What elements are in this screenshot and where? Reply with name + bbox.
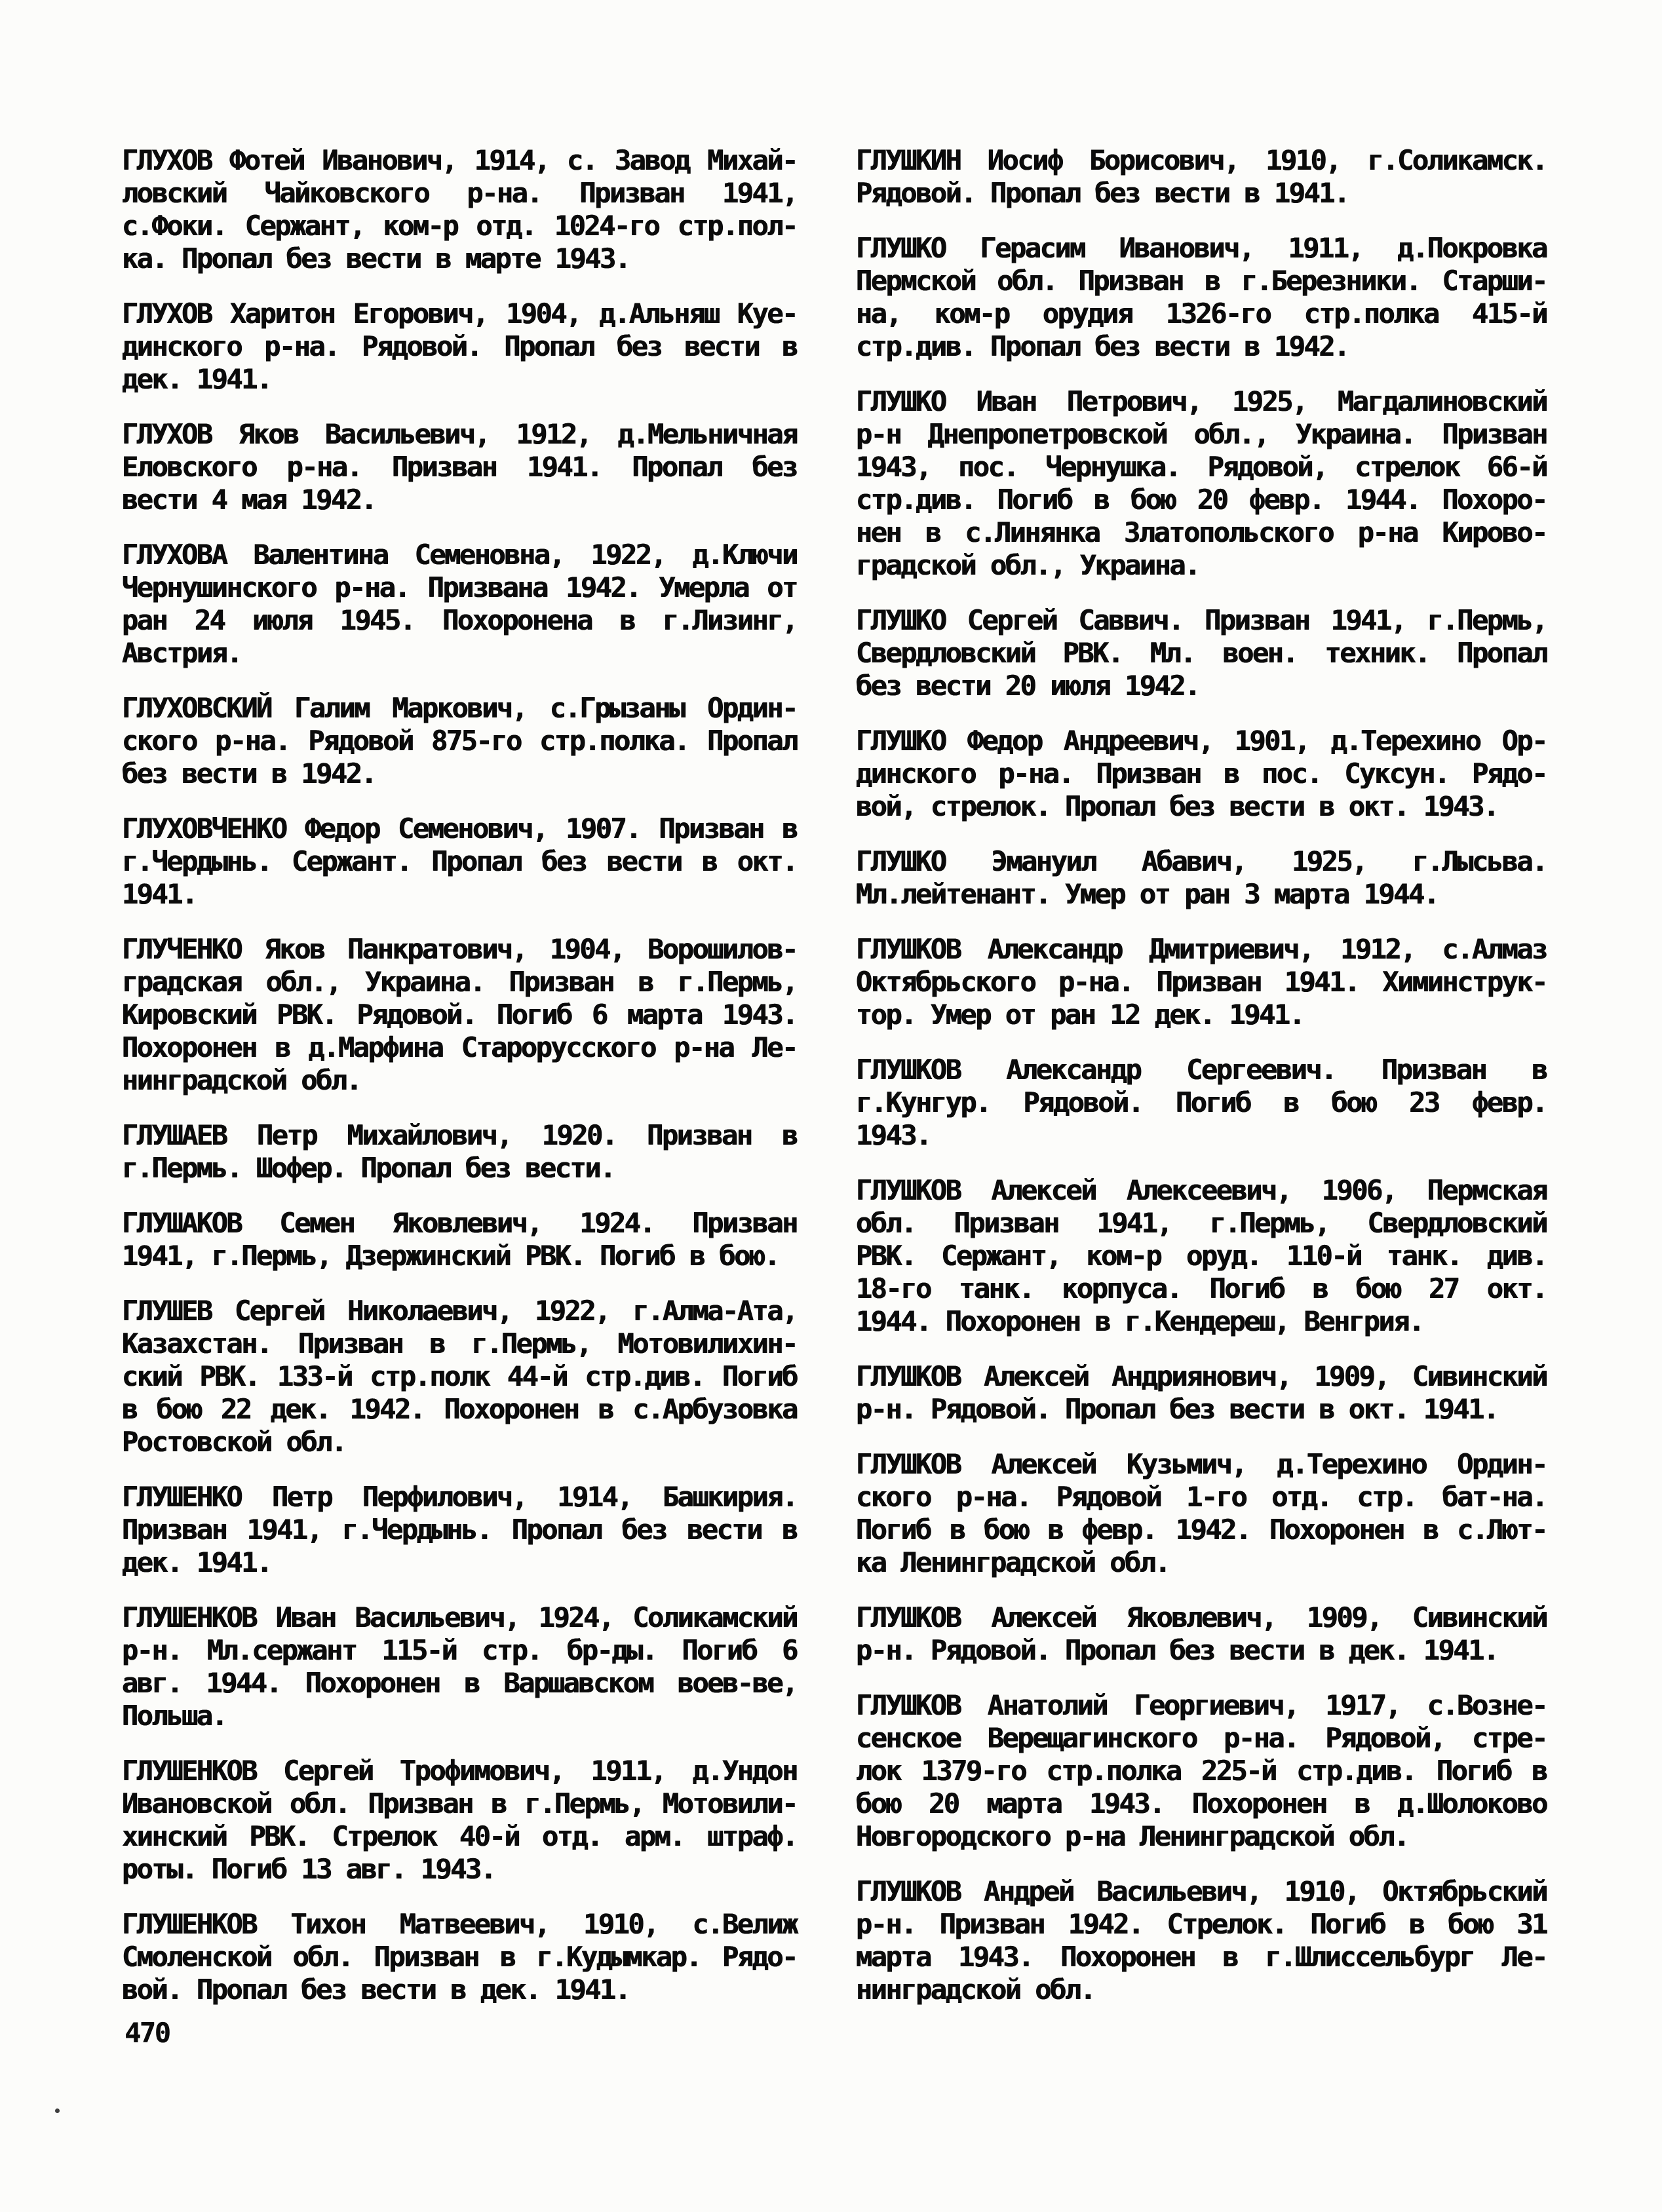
entry-line: ГЛУШКОВ Анатолий Георгиевич, 1917, с.Возне- xyxy=(856,1689,1547,1721)
entry-line: Октябрьского р-на. Призван 1941. Химинструк- xyxy=(856,966,1547,998)
memorial-entry xyxy=(856,725,1547,823)
entry-line: без вести в 1942. xyxy=(122,757,376,790)
entry-line: ского р-на. Рядовой 875-го стр.полка. Пропал xyxy=(122,725,797,757)
entry-line: стр.див. Пропал без вести в 1942. xyxy=(856,330,1349,362)
memorial-entry xyxy=(122,692,797,790)
memorial-entry xyxy=(856,1875,1547,2006)
entry-line: Казахстан. Призван в г.Пермь, Мотовилихин- xyxy=(122,1327,797,1360)
entry-line: ГЛУХОВСКИЙ Галим Маркович, с.Грызаны Ордин- xyxy=(122,692,797,724)
entry-line: сенское Верещагинского р-на. Рядовой, стре- xyxy=(856,1722,1547,1754)
entry-line: р-н. Призван 1942. Стрелок. Погиб в бою 31 xyxy=(856,1908,1547,1940)
entry-line: ГЛУХОВА Валентина Семеновна, 1922, д.Ключи xyxy=(122,539,797,571)
entry-line: ГЛУХОВ Яков Васильевич, 1912, д.Мельничная xyxy=(122,418,797,450)
entry-line: марта 1943. Похоронен в г.Шлиссельбург Ле- xyxy=(856,1941,1547,1973)
entry-line: с.Фоки. Сержант, ком-р отд. 1024-го стр.пол- xyxy=(122,210,797,242)
memorial-entry xyxy=(122,1481,797,1579)
memorial-entry xyxy=(122,1119,797,1185)
entry-line: лок 1379-го стр.полка 225-й стр.див. Погиб в xyxy=(856,1755,1547,1787)
entry-line: ГЛУШЕНКОВ Иван Васильевич, 1924, Соликамский xyxy=(122,1601,797,1633)
memorial-entry xyxy=(856,1174,1547,1338)
entry-line: обл. Призван 1941, г.Пермь, Свердловский xyxy=(856,1207,1547,1239)
memorial-entry xyxy=(856,144,1547,210)
entry-line: стр.див. Погиб в бою 20 февр. 1944. Похоро- xyxy=(856,484,1547,516)
memorial-entry xyxy=(856,1689,1547,1853)
entry-line: г.Кунгур. Рядовой. Погиб в бою 23 февр. xyxy=(856,1086,1547,1118)
memorial-entry xyxy=(122,1295,797,1459)
entry-line: Австрия. xyxy=(122,637,242,669)
entry-line: Чернушинского р-на. Призвана 1942. Умерла от xyxy=(122,571,797,603)
scan-speck xyxy=(55,2108,60,2113)
entry-line: ГЛУШКО Федор Андреевич, 1901, д.Терехино Ор- xyxy=(856,725,1547,757)
entry-line: Погиб в бою в февр. 1942. Похоронен в с.Лют- xyxy=(856,1514,1547,1546)
entry-line: Мл.лейтенант. Умер от ран 3 марта 1944. xyxy=(856,878,1439,910)
entry-line: ГЛУШКО Эмануил Абавич, 1925, г.Лысьва. xyxy=(856,845,1547,877)
entry-line: г.Чердынь. Сержант. Пропал без вести в окт. xyxy=(122,845,797,877)
entry-line: ГЛУШЕНКОВ Тихон Матвеевич, 1910, с.Велиж xyxy=(122,1908,797,1940)
entry-line: ГЛУШЕНКОВ Сергей Трофимович, 1911, д.Ундон xyxy=(122,1755,797,1787)
entry-line: роты. Погиб 13 авг. 1943. xyxy=(122,1853,495,1885)
memorial-entry xyxy=(122,539,797,670)
entry-line: ГЛУХОВ Харитон Егорович, 1904, д.Альняш Куе- xyxy=(122,297,797,330)
entry-line: р-н. Мл.сержант 115-й стр. бр-ды. Погиб 6 xyxy=(122,1634,797,1666)
entry-line: ловский Чайковского р-на. Призван 1941, xyxy=(122,177,797,209)
memorial-entry xyxy=(856,1054,1547,1152)
entry-line: 1941. xyxy=(122,878,197,910)
entry-line: вой, стрелок. Пропал без вести в окт. 1943. xyxy=(856,790,1498,822)
memorial-entry xyxy=(856,845,1547,911)
entry-line: ГЛУШКИН Иосиф Борисович, 1910, г.Соликамск. xyxy=(856,144,1547,176)
memorial-entry xyxy=(856,604,1547,702)
memorial-entry xyxy=(122,1755,797,1886)
entry-line: ГЛУШКОВ Александр Сергеевич. Призван в xyxy=(856,1054,1547,1086)
entry-line: 18-го танк. корпуса. Погиб в бою 27 окт. xyxy=(856,1272,1547,1305)
entry-line: вести 4 мая 1942. xyxy=(122,484,376,516)
entry-line: динского р-на. Призван в пос. Суксун. Рядо- xyxy=(856,757,1547,790)
entry-line: Смоленской обл. Призван в г.Кудымкар. Рядо- xyxy=(122,1941,797,1973)
entry-line: Призван 1941, г.Чердынь. Пропал без вести в xyxy=(122,1514,797,1546)
entry-line: ского р-на. Рядовой 1-го отд. стр. бат-на. xyxy=(856,1481,1547,1513)
entry-line: г.Пермь. Шофер. Пропал без вести. xyxy=(122,1152,615,1184)
entry-line: тор. Умер от ран 12 дек. 1941. xyxy=(856,999,1304,1031)
entry-line: Рядовой. Пропал без вести в 1941. xyxy=(856,177,1349,209)
memorial-entry xyxy=(122,1601,797,1732)
entry-line: Польша. xyxy=(122,1700,227,1732)
memorial-entry xyxy=(122,1207,797,1272)
memorial-entry xyxy=(856,232,1547,363)
entry-line: р-н. Рядовой. Пропал без вести в дек. 1941. xyxy=(856,1634,1498,1666)
memorial-entry xyxy=(122,297,797,396)
right-text-column xyxy=(856,144,1547,2029)
memorial-entry xyxy=(856,385,1547,582)
entry-line: ГЛУШКО Иван Петрович, 1925, Магдалиновский xyxy=(856,385,1547,417)
entry-line: градская обл., Украина. Призван в г.Пермь, xyxy=(122,966,797,998)
entry-line: ГЛУШКОВ Алексей Кузьмич, д.Терехино Ордин- xyxy=(856,1448,1547,1480)
entry-line: градской обл., Украина. xyxy=(856,549,1200,581)
entry-line: ГЛУШКО Герасим Иванович, 1911, д.Покровка xyxy=(856,232,1547,264)
entry-line: на, ком-р орудия 1326-го стр.полка 415-й xyxy=(856,297,1547,330)
memorial-entry xyxy=(122,933,797,1097)
entry-line: ГЛУЧЕНКО Яков Панкратович, 1904, Ворошилов- xyxy=(122,933,797,965)
entry-line: р-н. Рядовой. Пропал без вести в окт. 1941. xyxy=(856,1393,1498,1425)
entry-line: ГЛУШКОВ Алексей Алексеевич, 1906, Пермская xyxy=(856,1174,1547,1206)
memorial-entry xyxy=(856,1360,1547,1426)
memorial-entry xyxy=(122,418,797,516)
entry-line: ГЛУШАЕВ Петр Михайлович, 1920. Призван в xyxy=(122,1119,797,1151)
entry-line: Ростовской обл. xyxy=(122,1426,346,1458)
entry-line: ГЛУШКО Сергей Саввич. Призван 1941, г.Пермь, xyxy=(856,604,1547,636)
entry-line: вой. Пропал без вести в дек. 1941. xyxy=(122,1974,630,2006)
entry-line: ран 24 июля 1945. Похоронена в г.Лизинг, xyxy=(122,604,797,636)
entry-line: р-н Днепропетровской обл., Украина. Призван xyxy=(856,418,1547,450)
entry-line: Пермской обл. Призван в г.Березники. Старши- xyxy=(856,265,1547,297)
entry-line: 1944. Похоронен в г.Кендереш, Венгрия. xyxy=(856,1305,1423,1337)
entry-line: Свердловский РВК. Мл. воен. техник. Пропал xyxy=(856,637,1547,669)
entry-line: ка. Пропал без вести в марте 1943. xyxy=(122,242,630,275)
memorial-entry xyxy=(122,812,797,911)
entry-line: хинский РВК. Стрелок 40-й отд. арм. штраф. xyxy=(122,1820,797,1852)
entry-line: ГЛУШКОВ Андрей Васильевич, 1910, Октябрьский xyxy=(856,1875,1547,1907)
entry-line: дек. 1941. xyxy=(122,363,271,395)
memorial-entry xyxy=(122,1908,797,2006)
entry-line: ГЛУШКОВ Алексей Андриянович, 1909, Сивинский xyxy=(856,1360,1547,1392)
entry-line: ГЛУШЕНКО Петр Перфилович, 1914, Башкирия. xyxy=(122,1481,797,1513)
entry-line: нен в с.Линянка Златопольского р-на Кирово- xyxy=(856,516,1547,548)
entry-line: ГЛУШАКОВ Семен Яковлевич, 1924. Призван xyxy=(122,1207,797,1239)
entry-line: Еловского р-на. Призван 1941. Пропал без xyxy=(122,451,797,483)
entry-line: РВК. Сержант, ком-р оруд. 110-й танк. див. xyxy=(856,1240,1547,1272)
entry-line: Новгородского р-на Ленинградской обл. xyxy=(856,1820,1409,1852)
entry-line: нинградской обл. xyxy=(856,1974,1095,2006)
entry-line: авг. 1944. Похоронен в Варшавском воев-ве, xyxy=(122,1667,797,1699)
entry-line: ГЛУШКОВ Александр Дмитриевич, 1912, с.Алмаз xyxy=(856,933,1547,965)
entry-line: ка Ленинградской обл. xyxy=(856,1546,1170,1578)
entry-line: Ивановской обл. Призван в г.Пермь, Мотовили- xyxy=(122,1787,797,1820)
memorial-entry xyxy=(856,1601,1547,1667)
entry-line: ГЛУШКОВ Алексей Яковлевич, 1909, Сивинский xyxy=(856,1601,1547,1633)
entry-line: без вести 20 июля 1942. xyxy=(856,670,1200,702)
entry-line: нинградской обл. xyxy=(122,1064,361,1096)
entry-line: 1941, г.Пермь, Дзержинский РВК. Погиб в бою. xyxy=(122,1240,779,1272)
entry-line: дек. 1941. xyxy=(122,1546,271,1578)
entry-line: ГЛУХОВ Фотей Иванович, 1914, с. Завод Михай- xyxy=(122,144,797,176)
entry-line: 1943, пос. Чернушка. Рядовой, стрелок 66-й xyxy=(856,451,1547,483)
page-number: 470 xyxy=(125,2017,170,2049)
memorial-entry xyxy=(122,144,797,275)
entry-line: ский РВК. 133-й стр.полк 44-й стр.див. Погиб xyxy=(122,1360,797,1392)
entry-line: ГЛУШЕВ Сергей Николаевич, 1922, г.Алма-Ата, xyxy=(122,1295,797,1327)
memorial-entry xyxy=(856,933,1547,1031)
memorial-entry xyxy=(856,1448,1547,1579)
entry-line: в бою 22 дек. 1942. Похоронен в с.Арбузовка xyxy=(122,1393,797,1425)
entry-line: Кировский РВК. Рядовой. Погиб 6 марта 1943. xyxy=(122,999,797,1031)
entry-line: 1943. xyxy=(856,1119,931,1151)
entry-line: Похоронен в д.Марфина Старорусского р-на Ле- xyxy=(122,1031,797,1063)
entry-line: ГЛУХОВЧЕНКО Федор Семенович, 1907. Призван в xyxy=(122,812,797,845)
entry-line: бою 20 марта 1943. Похоронен в д.Шолоково xyxy=(856,1787,1547,1820)
left-text-column xyxy=(122,144,797,2029)
entry-line: динского р-на. Рядовой. Пропал без вести в xyxy=(122,330,797,362)
